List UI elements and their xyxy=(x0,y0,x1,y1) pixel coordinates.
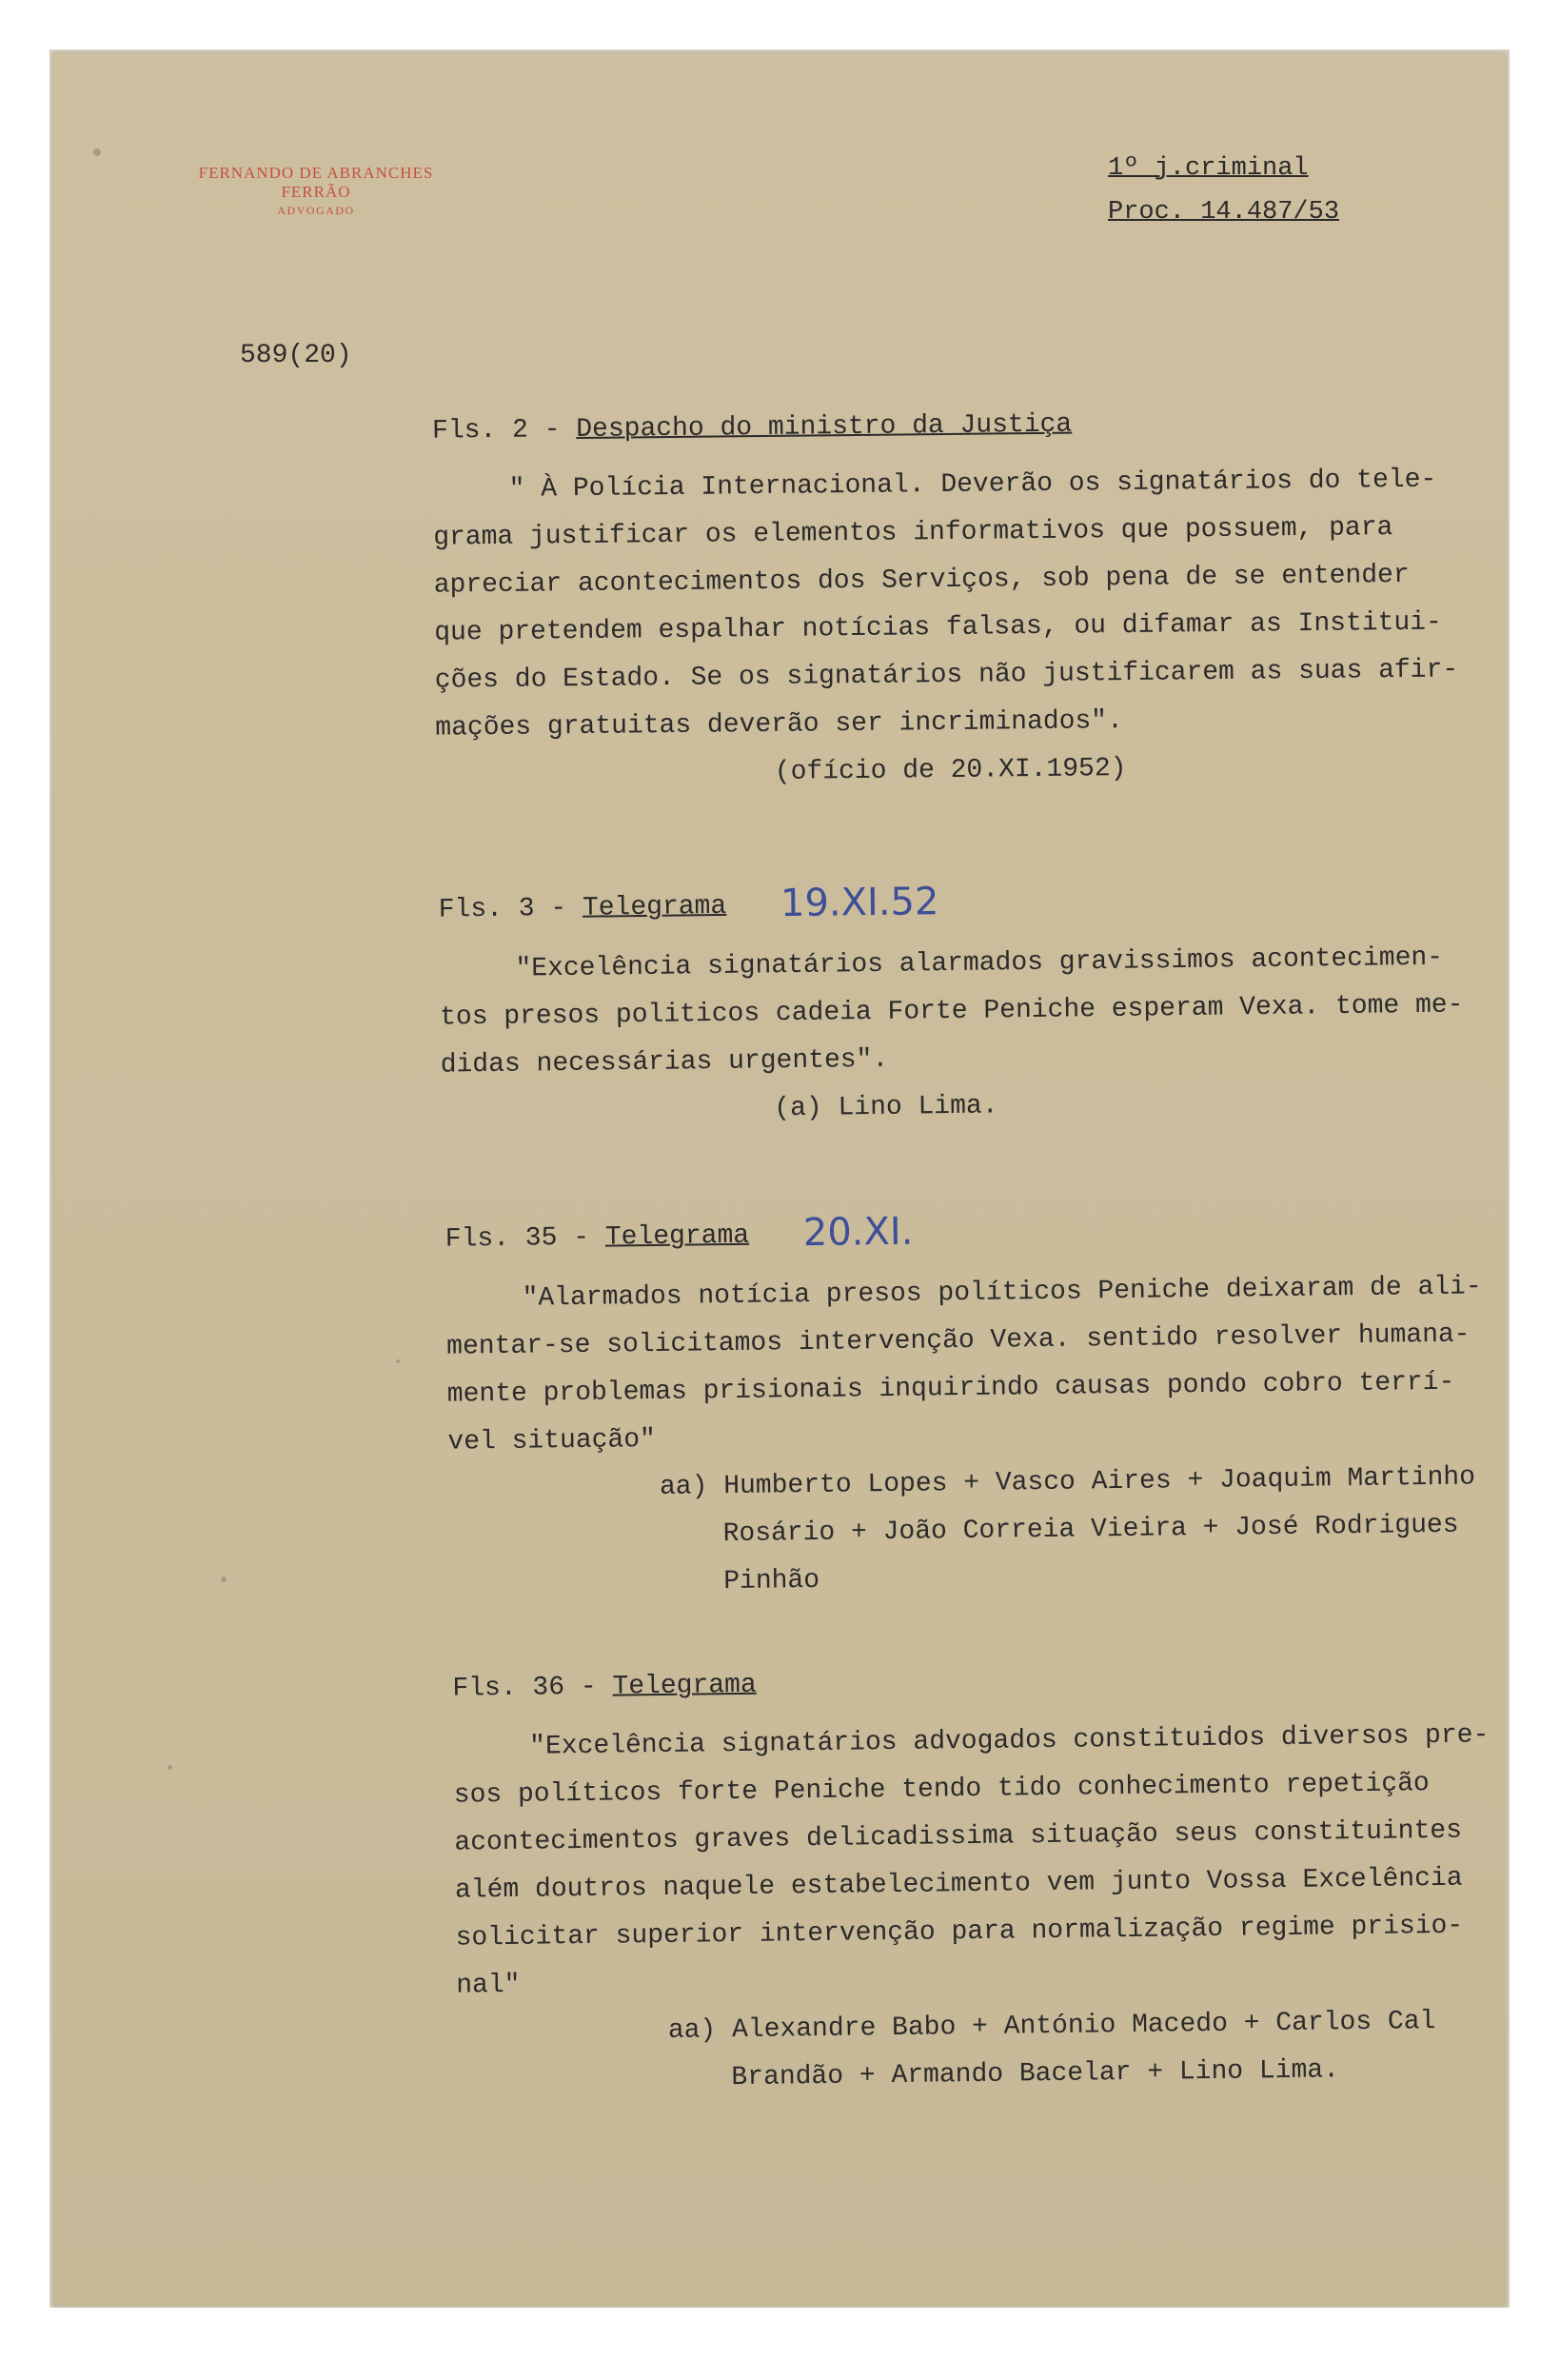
letterhead-name: FERNANDO DE ABRANCHES FERRÃO xyxy=(198,164,434,201)
section-fls-2 xyxy=(432,406,1460,800)
body-line: vel situação" xyxy=(447,1424,657,1458)
paper-speck xyxy=(93,149,101,156)
section-label: Fls. 35 - xyxy=(444,1222,590,1255)
signature-line: (ofício de 20.XI.1952) xyxy=(774,754,1127,787)
section-signature xyxy=(448,1454,1486,1609)
signature-line: aa) Alexandre Babo + António Macedo + Carlos Cal xyxy=(667,2007,1436,2046)
handwritten-date: 20.XI. xyxy=(802,1209,914,1256)
paper-speck xyxy=(396,1359,400,1363)
letterhead xyxy=(164,164,468,218)
section-heading xyxy=(452,1661,1488,1703)
section-body xyxy=(439,934,1464,1089)
section-fls-3 xyxy=(438,869,1465,1137)
section-label: Fls. 36 - xyxy=(452,1672,597,1704)
body-line: além doutros naquele estabelecimento vem junto Vossa Excelência xyxy=(454,1863,1463,1906)
signature-line: (a) Lino Lima. xyxy=(774,1091,998,1124)
body-line: sos políticos forte Peniche tendo tido conhecimento repetição xyxy=(453,1769,1430,1811)
section-fls-36 xyxy=(452,1661,1493,2105)
body-line: mações gratuitas deverão ser incriminados". xyxy=(435,706,1124,744)
section-fls-35 xyxy=(444,1199,1485,1609)
body-line: didas necessárias urgentes". xyxy=(440,1044,889,1081)
process-number: Proc. 14.487/53 xyxy=(1108,198,1340,227)
body-line: acontecimentos graves delicadissima situação seus constituintes xyxy=(454,1815,1463,1858)
body-line: "Excelência signatários alarmados gravissimos acontecimen- xyxy=(515,942,1444,984)
section-signature xyxy=(457,1997,1493,2105)
court-label: 1º j.criminal xyxy=(1108,154,1309,183)
letterhead-role: ADVOGADO xyxy=(277,204,355,217)
body-line: grama justificar os elementos informativos que possuem, para xyxy=(433,513,1393,553)
section-body xyxy=(453,1712,1492,2010)
body-line: " À Polícia Internacional. Deverão os signatários do tele- xyxy=(508,465,1437,505)
case-reference xyxy=(1108,147,1339,234)
body-line: mentar-se solicitamos intervenção Vexa. sentido resolver humana- xyxy=(446,1319,1471,1362)
body-line: "Alarmados notícia presos políticos Peniche deixaram de ali- xyxy=(522,1272,1482,1314)
body-line: mente problemas prisionais inquirindo causas pondo cobro terrí- xyxy=(446,1367,1455,1410)
page-number: 589(20) xyxy=(240,341,352,370)
signature-line: Brandão + Armando Bacelar + Lino Lima. xyxy=(731,2055,1340,2093)
paper-speck xyxy=(168,1765,172,1770)
body-line: apreciar acontecimentos dos Serviços, sob pena de se entender xyxy=(433,560,1410,601)
section-title: Telegrama xyxy=(604,1220,750,1253)
signature-line: Pinhão xyxy=(723,1565,820,1597)
section-title: Despacho do ministro da Justiça xyxy=(576,409,1073,446)
signature-line: aa) Humberto Lopes + Vasco Aires + Joaquim Martinho xyxy=(659,1462,1476,1502)
section-body xyxy=(432,456,1458,752)
section-heading xyxy=(444,1199,1481,1255)
section-heading xyxy=(438,869,1462,925)
section-label: Fls. 3 - xyxy=(438,893,567,925)
handwritten-date: 19.XI.52 xyxy=(780,880,939,926)
body-line: ções do Estado. Se os signatários não justificarem as suas afir- xyxy=(434,655,1459,696)
body-line: nal" xyxy=(456,1970,521,2001)
paper-speck xyxy=(221,1577,227,1582)
section-label: Fls. 2 - xyxy=(431,415,561,446)
body-line: "Excelência signatários advogados constituidos diversos pre- xyxy=(529,1720,1490,1762)
section-body xyxy=(445,1263,1484,1466)
section-title: Telegrama xyxy=(612,1670,757,1702)
document-page xyxy=(53,53,1506,2306)
section-heading xyxy=(432,406,1456,446)
section-title: Telegrama xyxy=(582,891,727,923)
body-line: que pretendem espalhar notícias falsas, ou difamar as Institui- xyxy=(434,607,1442,648)
body-line: solicitar superior intervenção para normalização regime prisio- xyxy=(455,1911,1464,1954)
signature-line: Rosário + João Correia Vieira + José Rodrigues xyxy=(722,1510,1459,1550)
body-line: tos presos politicos cadeia Forte Peniche esperam Vexa. tome me- xyxy=(439,990,1464,1033)
